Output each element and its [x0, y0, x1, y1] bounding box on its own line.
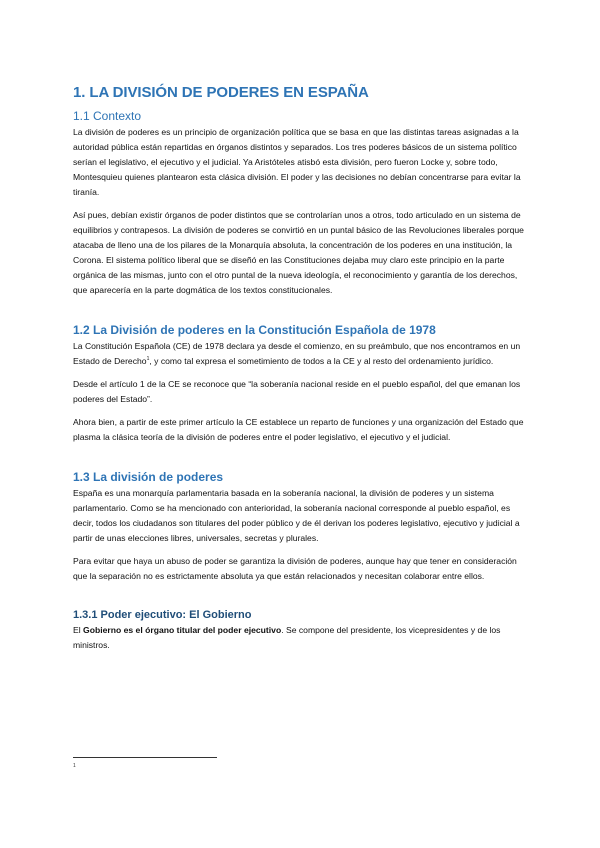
paragraph: Desde el artículo 1 de la CE se reconoce que “la soberanía nacional reside en el pueblo español, del que emanan los poderes del Estado”.	[73, 379, 521, 404]
paragraph: Para evitar que haya un abuso de poder se garantiza la división de poderes, aunque hay que tener en consideración que la separación no es estrictamente absoluta ya que están relacionados y necesitan colaborar entre ellos.	[73, 556, 517, 581]
footnote-divider	[73, 757, 217, 758]
paragraph: Así pues, debían existir órganos de poder distintos que se controlarían unos a otros, todo articulado en un sistema de equilibrios y contrapesos. La división de poderes se convirtió en un puntal básico de las Revoluciones liberales porque atacaba de lleno una de los pilares de la Monarquía absoluta, la concentración de los poderes en una institución, la Corona. El sistema político liberal que se diseñó en las Constituciones dejaba muy claro este principio en la parte orgánica de las mismas, junto con el otro puntal de la nueva ideología, el reconocimiento y garantía de los derechos, que aparecería en la parte dogmática de los textos constitucionales.	[73, 210, 524, 295]
paragraph: El Gobierno es el órgano titular del poder ejecutivo. Se compone del presidente, los vicepresidentes y de los ministros.	[73, 625, 501, 650]
footnote-number: 1	[73, 763, 76, 769]
document-body	[73, 84, 525, 661]
subsection-heading-poder-ejecutivo: 1.3.1 Poder ejecutivo: El Gobierno	[73, 609, 252, 621]
paragraph: España es una monarquía parlamentaria basada en la soberanía nacional, la división de poderes y un sistema parlamentario. Como se ha mencionado con anterioridad, la soberanía nacional corresponde al pueblo español, es decir, todos los ciudadanos son titulares del poder público y de él derivan los poderes legislativo, ejecutivo y judicial a partir de unas elecciones libres, universales, secretas y plurales.	[73, 488, 520, 543]
paragraph: La división de poderes es un principio de organización política que se basa en que las distintas tareas asignadas a la autoridad pública están repartidas en órganos distintos y separados. Los tres poderes básicos de un sistema político serían el legislativo, el ejecutivo y el judicial. Ya Aristóteles atisbó esta división, pero fueron Locke y, sobre todo, Montesquieu quienes plantearon esta clásica división. El poder y las decisiones no debían concentrarse para evitar la tiranía.	[73, 127, 521, 197]
section-heading-division-poderes: 1.3 La división de poderes	[73, 470, 224, 484]
section-heading-division-ce: 1.2 La División de poderes en la Constitución Española de 1978	[73, 323, 436, 337]
footnote-reference[interactable]: 1	[146, 356, 150, 363]
paragraph: Ahora bien, a partir de este primer artículo la CE establece un reparto de funciones y una organización del Estado que plasma la clásica teoría de la división de poderes entre el poder legislativo, el ejecutivo y el judicial.	[73, 417, 524, 442]
paragraph: La Constitución Española (CE) de 1978 declara ya desde el comienzo, en su preámbulo, que nos encontramos en un Estado de Derecho$^1$, y como tal expresa el sometimiento de todos a la CE y al resto del ordenamiento jurídico.	[73, 341, 521, 366]
page-title: 1. LA DIVISIÓN DE PODERES EN ESPAÑA	[73, 84, 369, 101]
section-heading-contexto: 1.1 Contexto	[73, 109, 142, 123]
